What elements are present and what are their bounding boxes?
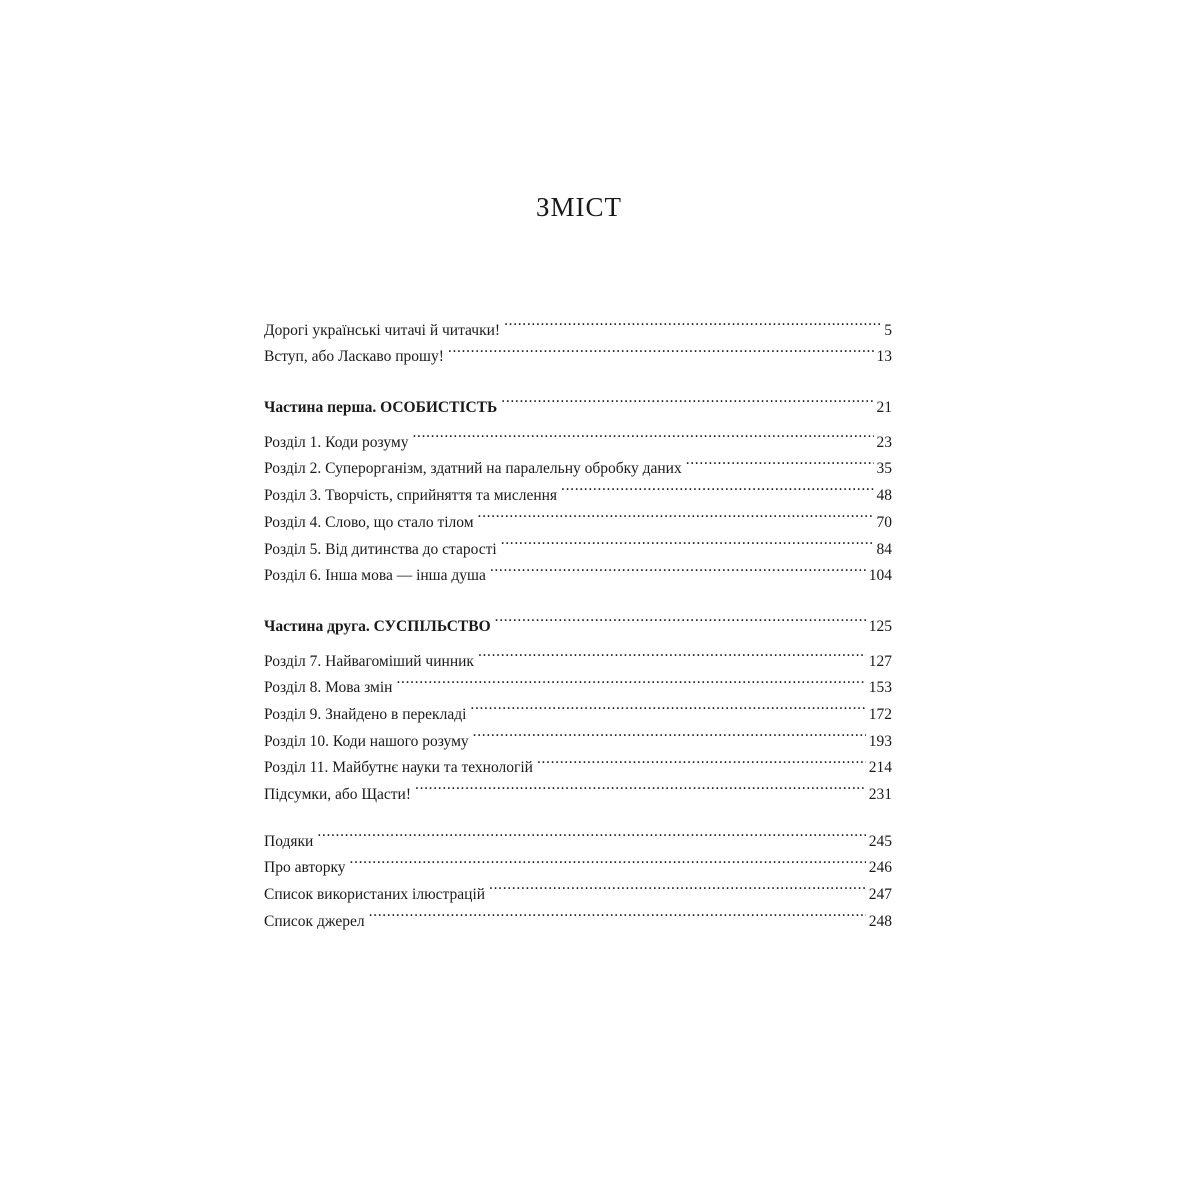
toc-entry-label: Розділ 3. Творчість, сприйняття та мислення [264, 487, 558, 505]
dot-leader [501, 385, 873, 412]
toc-entry-page: 104 [868, 567, 892, 585]
toc-entry-label: Розділ 2. Суперорганізм, здатний на паралельну обробку даних [264, 460, 682, 478]
toc-entry-label: Підсумки, або Щасти! [264, 786, 412, 803]
toc-backmatter [264, 819, 892, 930]
toc-entry-page: 84 [876, 540, 892, 558]
toc-entry-label: Список використаних ілюстрацій [264, 886, 486, 904]
dot-leader [501, 527, 874, 554]
dot-leader [495, 604, 866, 631]
toc-entry-label: Розділ 4. Слово, що стало тілом [264, 513, 474, 531]
toc-entry-label: Подяки [264, 832, 314, 850]
dot-leader [369, 899, 866, 926]
toc-entry-label: Про авторку [264, 859, 346, 877]
toc-entry-label: Розділ 6. Інша мова — інша душа [264, 567, 486, 585]
toc-entry[interactable] [264, 819, 892, 850]
dot-leader [489, 872, 866, 899]
toc-entry-label: Розділ 8. Мова змін [264, 679, 393, 697]
toc-entry-page: 5 [884, 321, 892, 339]
toc-entry-label: Список джерел [264, 912, 365, 930]
dot-leader [350, 846, 866, 873]
toc-entry-page: 231 [868, 786, 892, 803]
toc-entry-page: 247 [868, 886, 892, 904]
toc-part-label: Частина перша. ОСОБИСТІСТЬ [264, 399, 498, 417]
dot-leader [478, 639, 866, 666]
toc-entry[interactable] [264, 846, 892, 877]
dot-leader [412, 420, 873, 447]
toc-entry-page: 127 [868, 652, 892, 670]
dot-leader [686, 447, 874, 474]
dot-leader [504, 308, 881, 335]
toc-entry-label: Розділ 11. Майбутнє науки та технологій [264, 759, 533, 777]
toc-part-heading[interactable] [264, 604, 892, 635]
toc-entry-page: 13 [876, 348, 892, 366]
toc-entry-label: Розділ 5. Від дитинства до старості [264, 540, 497, 558]
toc-entry-page: 23 [876, 433, 892, 451]
dot-leader [478, 500, 874, 527]
toc-entry-page: 48 [876, 487, 892, 505]
toc-entry-page: 153 [868, 679, 892, 697]
toc-entry-page: 70 [876, 513, 892, 531]
toc-entry-label: Вступ, або Ласкаво прошу! [264, 348, 444, 366]
dot-leader [448, 335, 874, 362]
dot-leader [396, 666, 865, 693]
toc-entry[interactable] [264, 420, 892, 451]
toc-intro [264, 308, 892, 366]
toc-entry[interactable] [264, 872, 892, 904]
table-of-contents [264, 308, 892, 930]
toc-entry-label: Розділ 9. Знайдено в перекладі [264, 705, 467, 723]
toc-entry-page: 193 [868, 732, 892, 750]
toc-entry-label: Розділ 10. Коди нашого розуму [264, 732, 469, 750]
toc-entry-page: 245 [868, 832, 892, 850]
dot-leader [537, 746, 866, 773]
toc-entry-page: 172 [868, 705, 892, 723]
toc-part-page: 21 [876, 399, 892, 417]
toc-entry-page: 246 [868, 859, 892, 877]
toc-entry-label: Розділ 7. Найвагоміший чинник [264, 652, 474, 670]
toc-part-1 [264, 385, 892, 585]
toc-entry[interactable] [264, 639, 892, 670]
toc-entry-page: 35 [876, 460, 892, 478]
toc-entry-label: Розділ 1. Коди розуму [264, 433, 409, 451]
dot-leader [561, 473, 873, 500]
toc-entry-page: 214 [868, 759, 892, 777]
dot-leader [470, 692, 865, 719]
toc-part-heading[interactable] [264, 385, 892, 417]
toc-entry-page: 248 [868, 912, 892, 930]
toc-part-2 [264, 604, 892, 803]
dot-leader [490, 554, 866, 581]
dot-leader [415, 772, 866, 799]
toc-entry[interactable] [264, 308, 892, 339]
toc-part-label: Частина друга. СУСПІЛЬСТВО [264, 617, 491, 635]
dot-leader [317, 819, 865, 846]
dot-leader [473, 719, 866, 746]
toc-part-page: 125 [868, 617, 892, 635]
page-title: ЗМІСТ [535, 192, 623, 222]
toc-entry-label: Дорогі українські читачі й читачки! [264, 321, 501, 339]
